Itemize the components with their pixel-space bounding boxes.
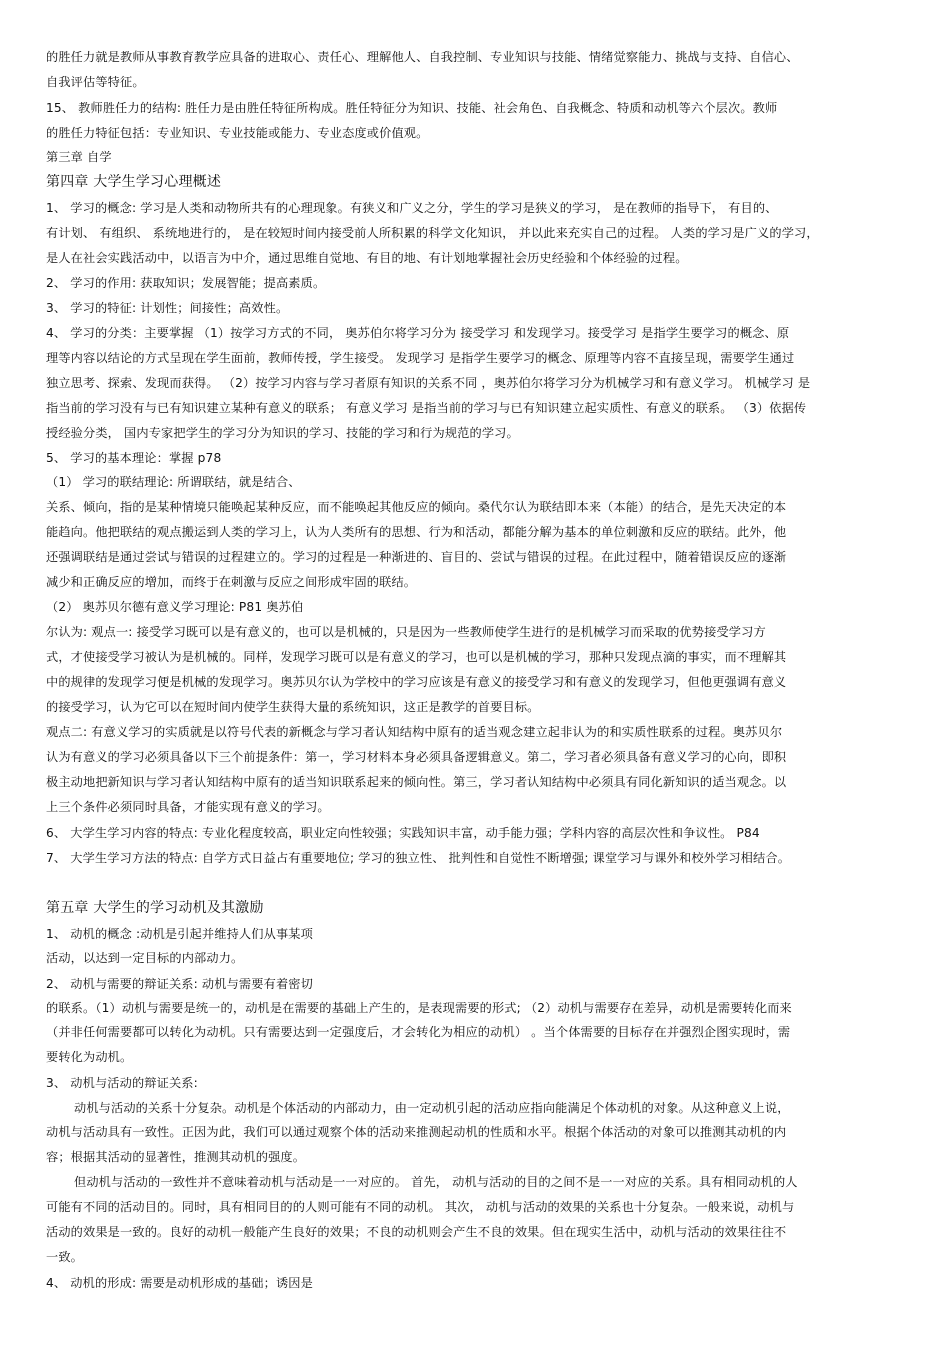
text-line: 4、 学习的分类：主要掌握 （1）按学习方式的不同， 奥苏伯尔将学习分为 接受学习 和发现学习。接受学习 是指学生要学习的概念、原: [46, 326, 790, 340]
text-line: 一致。: [46, 1250, 84, 1264]
text-line: 独立思考、探索、发现而获得。 （2）按学习内容与学习者原有知识的关系不同 ，奥苏伯尔将学习分为机械学习和有意义学习。 机械学习 是: [46, 376, 811, 390]
text-line: 指当前的学习没有与已有知识建立某种有意义的联系； 有意义学习 是指当前的学习与已有知识建立起实质性、有意义的联系。 （3）依据传: [46, 401, 807, 415]
chapter-heading: 第四章 大学生学习心理概述: [46, 174, 222, 190]
text-line: （并非任何需要都可以转化为动机。只有需要达到一定强度后，才会转化为相应的动机） 。当个体需要的目标存在并强烈企图实现时，需: [46, 1025, 791, 1039]
text-line: 还强调联结是通过尝试与错误的过程建立的。学习的过程是一种渐进的、盲目的、尝试与错误的过程。在此过程中，随着错误反应的逐渐: [46, 550, 787, 564]
text-line: 动机与活动的关系十分复杂。动机是个体活动的内部动力，由一定动机引起的活动应指向能满足个体动机的对象。从这种意义上说，: [74, 1101, 790, 1115]
chapter-heading: 第五章 大学生的学习动机及其激励: [46, 900, 264, 916]
text-line: 极主动地把新知识与学习者认知结构中原有的适当知识联系起来的倾向性。第三，学习者认知结构中必须具有同化新知识的适当观念。以: [46, 775, 787, 789]
text-line: 3、 学习的特征: 计划性；间接性；高效性。: [46, 301, 289, 315]
text-line: 认为有意义的学习必须具备以下三个前提条件：第一，学习材料本身必须具备逻辑意义。第二，学习者必须具备有意义学习的心向，即积: [46, 750, 787, 764]
text-line: 1、 动机的概念 :动机是引起并维持人们从事某项: [46, 927, 313, 941]
text-line: 但动机与活动的一致性并不意味着动机与活动是一一对应的。 首先， 动机与活动的目的之间不是一一对应的关系。具有相同动机的人: [74, 1175, 798, 1189]
text-line: 要转化为动机。: [46, 1050, 133, 1064]
text-line: 授经验分类， 国内专家把学生的学习分为知识的学习、技能的学习和行为规范的学习。: [46, 426, 519, 440]
text-line: 2、 动机与需要的辩证关系: 动机与需要有着密切: [46, 977, 313, 991]
text-line: 活动，以达到一定目标的内部动力。: [46, 951, 244, 965]
text-line: 尔认为: 观点一: 接受学习既可以是有意义的，也可以是机械的，只是因为一些教师使学生进行的是机械学习而采取的优势接受学习方: [46, 625, 766, 639]
text-line: 的联系。（1）动机与需要是统一的，动机是在需要的基础上产生的，是表现需要的形式; （2）动机与需要存在差异，动机是需要转化而来: [46, 1001, 792, 1015]
text-line: （2） 奥苏贝尔德有意义学习理论: P81 奥苏伯: [46, 600, 304, 614]
text-line: 式，才使接受学习被认为是机械的。同样，发现学习既可以是有意义的学习，也可以是机械的学习，那种只发现点滴的事实，而不理解其: [46, 650, 787, 664]
text-line: 2、 学习的作用: 获取知识；发展智能；提高素质。: [46, 276, 326, 290]
text-line: 3、 动机与活动的辩证关系:: [46, 1076, 198, 1090]
text-line: 有计划、 有组织、 系统地进行的， 是在较短时间内接受前人所积累的科学文化知识， 并以此来充实自己的过程。 人类的学习是广义的学习，: [46, 226, 819, 240]
text-line: 中的规律的发现学习便是机械的发现学习。奥苏贝尔认为学校中的学习应该是有意义的接受学习和有意义的发现学习，但他更强调有意义: [46, 675, 787, 689]
text-line: 能趋向。他把联结的观点搬运到人类的学习上，认为人类所有的思想、行为和活动，都能分解为基本的单位刺激和反应的联结。此外，他: [46, 525, 787, 539]
text-line: 动机与活动具有一致性。正因为此，我们可以通过观察个体的活动来推测起动机的性质和水平。根据个体活动的对象可以推测其动机的内: [46, 1125, 787, 1139]
text-line: 理等内容以结论的方式呈现在学生面前，教师传授，学生接受。 发现学习 是指学生要学习的概念、原理等内容不直接呈现，需要学生通过: [46, 351, 795, 365]
text-line: 7、 大学生学习方法的特点: 自学方式日益占有重要地位; 学习的独立性、 批判性和自觉性不断增强; 课堂学习与课外和校外学习相结合。: [46, 851, 791, 865]
text-line: 是人在社会实践活动中，以语言为中介，通过思维自觉地、有目的地、有计划地掌握社会历史经验和个体经验的过程。: [46, 251, 688, 265]
text-line: 6、 大学生学习内容的特点: 专业化程度较高，职业定向性较强；实践知识丰富，动手能力强；学科内容的高层次性和争议性。 P84: [46, 826, 760, 840]
text-line: 关系、倾向，指的是某种情境只能唤起某种反应，而不能唤起其他反应的倾向。桑代尔认为联结即本来（本能）的结合，是先天决定的本: [46, 500, 787, 514]
text-line: 可能有不同的活动目的。同时，具有相同目的的人则可能有不同的动机。 其次， 动机与活动的效果的关系也十分复杂。一般来说，动机与: [46, 1200, 795, 1214]
text-line: 减少和正确反应的增加，而终于在刺激与反应之间形成牢固的联结。: [46, 575, 417, 589]
text-line: 15、 教师胜任力的结构: 胜任力是由胜任特征所构成。胜任特征分为知识、技能、社会角色、自我概念、特质和动机等六个层次。教师: [46, 101, 778, 115]
text-line: 5、 学习的基本理论：掌握 p78: [46, 451, 222, 465]
text-line: 的胜任力就是教师从事教育教学应具备的进取心、责任心、理解他人、自我控制、专业知识与技能、情绪觉察能力、挑战与支持、自信心、: [46, 50, 799, 64]
text-line: 的胜任力特征包括：专业知识、专业技能或能力、专业态度或价值观。: [46, 126, 429, 140]
chapter-heading: 第三章 自学: [46, 150, 112, 164]
text-line: （1） 学习的联结理论: 所谓联结，就是结合、: [46, 475, 301, 489]
text-line: 容；根据其活动的显著性，推测其动机的强度。: [46, 1150, 306, 1164]
text-line: 观点二: 有意义学习的实质就是以符号代表的新概念与学习者认知结构中原有的适当观念建立起非认为的和实质性联系的过程。奥苏贝尔: [46, 725, 783, 739]
text-line: 的接受学习，认为它可以在短时间内使学生获得大量的系统知识，这正是教学的首要目标。: [46, 700, 540, 714]
text-line: 自我评估等特征。: [46, 75, 145, 89]
text-line: 活动的效果是一致的。良好的动机一般能产生良好的效果；不良的动机则会产生不良的效果。但在现实生活中，动机与活动的效果往往不: [46, 1225, 787, 1239]
text-line: 1、 学习的概念: 学习是人类和动物所共有的心理现象。有狭义和广义之分，学生的学习是狭义的学习， 是在教师的指导下， 有目的、: [46, 201, 778, 215]
text-line: 4、 动机的形成: 需要是动机形成的基础；诱因是: [46, 1276, 313, 1290]
text-line: 上三个条件必须同时具备，才能实现有意义的学习。: [46, 800, 330, 814]
